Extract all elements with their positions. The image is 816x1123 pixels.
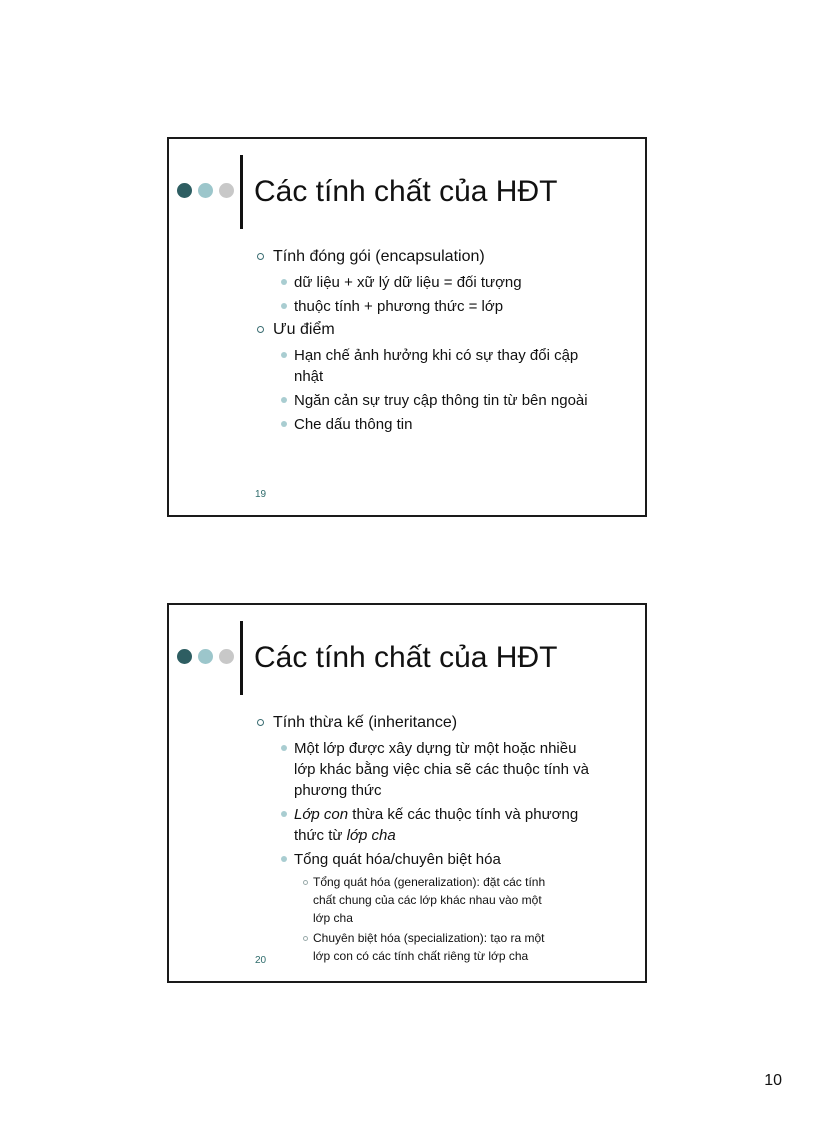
sub-list-item: Chuyên biệt hóa (specialization): tạo ra một lớp con có các tính chất riêng từ lớp cha xyxy=(257,929,553,965)
title-divider xyxy=(240,621,243,695)
list-item: Ngăn cản sự truy cập thông tin từ bên ngoài xyxy=(257,390,617,411)
page-number: 10 xyxy=(764,1072,782,1089)
list-item: thuộc tính + phương thức = lớp xyxy=(257,296,617,317)
dot-icon-mid xyxy=(198,183,213,198)
bullet-advantages: Ưu điểm xyxy=(257,320,617,340)
slide-body xyxy=(257,713,617,967)
dot-icon-light xyxy=(219,649,234,664)
slide-number: 19 xyxy=(255,489,267,500)
list-item xyxy=(257,804,594,846)
list-item: Tổng quát hóa/chuyên biệt hóa xyxy=(257,849,617,870)
list-item: Che dấu thông tin xyxy=(257,414,617,435)
slide-title: Các tính chất của HĐT xyxy=(254,641,558,674)
slide-19 xyxy=(167,137,647,517)
slide-number: 20 xyxy=(255,955,267,966)
dot-icon-dark xyxy=(177,183,192,198)
slide-body xyxy=(257,247,617,438)
bullet-inheritance: Tính thừa kế (inheritance) xyxy=(257,713,617,733)
emphasis-subclass: Lớp con xyxy=(294,806,349,823)
title-divider xyxy=(240,155,243,229)
dot-icon-dark xyxy=(177,649,192,664)
dot-icon-light xyxy=(219,183,234,198)
slide-title: Các tính chất của HĐT xyxy=(254,175,558,208)
list-item: Một lớp được xây dựng từ một hoặc nhiều lớp khác bằng việc chia sẽ các thuộc tính và phương thức xyxy=(257,738,594,801)
bullet-encapsulation: Tính đóng gói (encapsulation) xyxy=(257,247,617,267)
dot-icon-mid xyxy=(198,649,213,664)
slide-20 xyxy=(167,603,647,983)
text-span: thừa kế các thuộc tính và phương thức từ xyxy=(294,806,579,844)
list-item: Hạn chế ảnh hưởng khi có sự thay đổi cập nhật xyxy=(257,345,594,387)
list-item: dữ liệu + xữ lý dữ liệu = đối tượng xyxy=(257,272,617,293)
emphasis-superclass: lớp cha xyxy=(346,827,396,844)
sub-list-item: Tổng quát hóa (generalization): đặt các tính chất chung của các lớp khác nhau vào một lớp cha xyxy=(257,873,553,927)
